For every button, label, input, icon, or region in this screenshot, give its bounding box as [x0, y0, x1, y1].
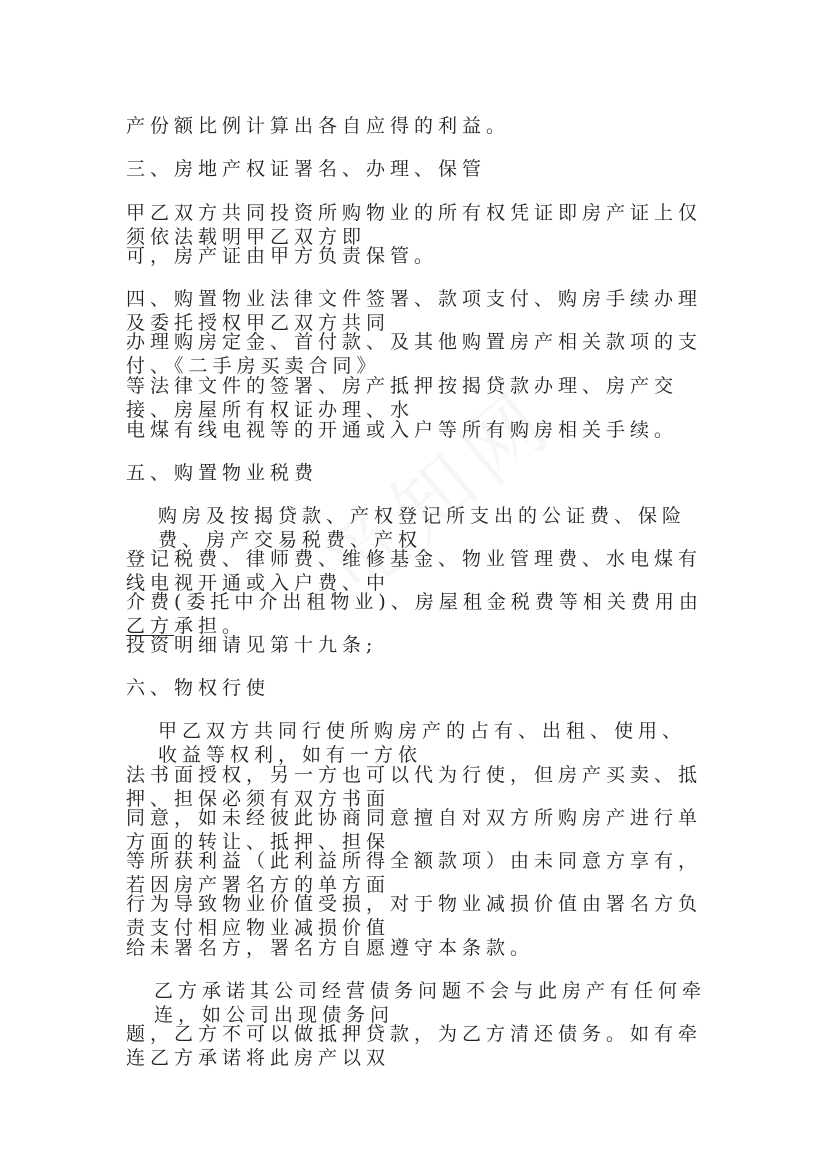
paragraph-line: 乙方承诺其公司经营债务问题不会与此房产有任何牵连，如公司出现债务问 — [154, 980, 707, 1026]
section-heading: 六、物权行使 — [126, 677, 271, 699]
paragraph-line: 投资明细请见第十九条; — [126, 634, 378, 656]
paragraph-line — [126, 590, 706, 638]
paragraph-line: 产份额比例计算出各自应得的利益。 — [126, 115, 511, 137]
paragraph-line: 等所获利益（此利益所得全额款项）由未同意方享有，若因房产署名方的单方面 — [126, 850, 703, 896]
paragraph-line: 登记税费、律师费、维修基金、物业管理费、水电煤有线电视开通或入户费、中 — [126, 548, 703, 594]
paragraph-line: 法书面授权，另一方也可以代为行使，但房产买卖、抵押、担保必须有双方书面 — [126, 764, 703, 810]
paragraph-line: 甲乙双方共同投资所购物业的所有权凭证即房产证上仅须依法载明甲乙双方即 — [126, 202, 703, 248]
paragraph-line: 给未署名方，署名方自愿遵守本条款。 — [126, 937, 535, 959]
text-run: 承担。 — [174, 615, 247, 637]
text-run: 介费(委托中介出租物业)、房屋租金税费等相关费用由 — [126, 591, 703, 613]
paragraph-line: 电煤有线电视等的开通或入户等所有购房相关手续。 — [126, 419, 679, 441]
paragraph-line: 行为导致物业价值受损，对于物业减损价值由署名方负责支付相应物业减损价值 — [126, 893, 703, 939]
paragraph-line: 办理购房定金、首付款、及其他购置房产相关款项的支付、《二手房买卖合同》 — [126, 331, 703, 377]
paragraph-line: 等法律文件的签署、房产抵押按揭贷款办理、房产交接、房屋所有权证办理、水 — [126, 375, 679, 421]
paragraph-line: 同意，如未经彼此协商同意擅自对双方所购房产进行单方面的转让、抵押、担保 — [126, 807, 703, 853]
section-heading: 三、房地产权证署名、办理、保管 — [126, 158, 487, 180]
paragraph-line: 购房及按揭贷款、产权登记所支出的公证费、保险费、房产交易税费、产权 — [158, 505, 687, 551]
section-heading: 四、购置物业法律文件签署、款项支付、购房手续办理及委托授权甲乙双方共同 — [126, 288, 703, 334]
paragraph-line: 可，房产证由甲方负责保管。 — [126, 245, 439, 267]
paragraph-line: 题，乙方不可以做抵押贷款，为乙方清还债务。如有牵连乙方承诺将此房产以双 — [126, 1023, 703, 1069]
underlined-party: 乙方 — [126, 615, 175, 637]
section-heading: 五、购置物业税费 — [126, 462, 319, 484]
paragraph-line: 甲乙双方共同行使所购房产的占有、出租、使用、收益等权利，如有一方依 — [158, 720, 687, 766]
